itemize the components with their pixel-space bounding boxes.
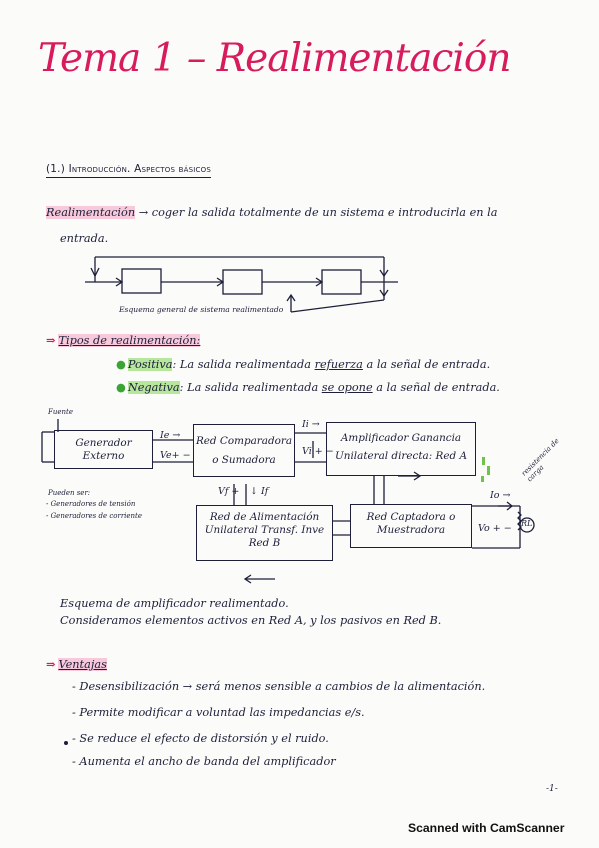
generator-line-1: Generador — [75, 437, 132, 449]
pink-arrow-icon: ⇒ — [46, 657, 56, 671]
amplifier-line-2: Unilateral directa: Red A — [335, 450, 467, 462]
ve-label: Ve+ − — [160, 450, 191, 461]
ie-label: Ie → — [160, 430, 181, 441]
caption-line-1: Esquema de amplificador realimentado. — [60, 597, 289, 610]
advantage-item: - Permite modificar a voluntad las impedancias e/s. — [72, 706, 365, 719]
positive-text-a: : La salida realimentada — [172, 358, 315, 371]
diagram1-block-1 — [122, 269, 161, 293]
amplifier-block — [326, 422, 476, 476]
if-label: ↓ If — [250, 486, 269, 497]
diagram2-green-marks — [481, 457, 490, 482]
generator-line-2: Externo — [82, 450, 125, 462]
generator-block — [54, 430, 153, 469]
diagram1-block-2 — [223, 270, 262, 294]
diagram1-caption: Esquema general de sistema realimentado — [119, 305, 284, 314]
advantage-item: - Se reduce el efecto de distorsión y el ruido. — [72, 732, 329, 745]
green-bullet-icon: ● — [116, 381, 126, 394]
sampler-line-2: Muestradora — [376, 524, 446, 536]
page-number: -1- — [546, 784, 558, 794]
advantages-heading-line — [46, 657, 107, 671]
positive-label: Positiva — [127, 358, 173, 371]
bullet-dot — [64, 741, 68, 745]
vo-label: Vo + − — [478, 523, 512, 534]
section-heading-text: Introducción. Aspectos básicos — [68, 163, 211, 175]
scanner-watermark: Scanned with CamScanner — [408, 821, 565, 835]
comparator-block — [193, 424, 295, 477]
diagram1-block-3 — [322, 270, 361, 294]
feedback-line-3: Red B — [248, 537, 281, 549]
page-title: Tema 1 – Realimentación — [38, 36, 511, 81]
sampler-block — [350, 504, 472, 548]
sources-note-1: Pueden ser: — [48, 489, 91, 497]
ii-label: Ii → — [302, 419, 320, 430]
comparator-line-1: Red Comparadora — [195, 435, 293, 447]
positive-keyword: refuerza — [314, 358, 363, 371]
load-note: resistencia de carga — [520, 436, 561, 484]
type-positive — [116, 358, 490, 371]
feedback-line-1: Red de Alimentación — [209, 511, 320, 523]
types-heading: Tipos de realimentación: — [58, 334, 201, 347]
advantages-heading: Ventajas — [58, 658, 107, 671]
io-label: Io → — [490, 490, 511, 501]
definition-text-1: coger la salida totalmente de un sistema e introducirla en la — [151, 206, 498, 219]
negative-text-b: a la señal de entrada. — [372, 381, 500, 394]
advantage-item: - Aumenta el ancho de banda del amplificador — [72, 755, 336, 768]
advantage-item: - Desensibilización → será menos sensible a cambios de la alimentación. — [72, 680, 486, 693]
positive-text-b: a la señal de entrada. — [362, 358, 491, 371]
sources-note-3: - Generadores de corriente — [46, 512, 143, 520]
feedback-block — [196, 505, 333, 561]
sampler-line-1: Red Captadora o — [366, 511, 456, 523]
section-number: (1.) — [46, 163, 66, 175]
vi-label: Vi + − — [302, 446, 334, 457]
rl-label: RL — [521, 519, 533, 528]
definition-line-2: entrada. — [60, 232, 109, 245]
pink-arrow-icon: ⇒ — [46, 333, 56, 347]
definition-arrow: → — [138, 206, 149, 219]
negative-label: Negativa — [127, 381, 180, 394]
definition-term: Realimentación — [46, 206, 136, 219]
caption-line-2: Consideramos elementos activos en Red A, y los pasivos en Red B. — [60, 614, 442, 627]
negative-keyword: se opone — [321, 381, 373, 394]
type-negative — [116, 381, 500, 394]
vf-label: Vf + — [218, 486, 240, 497]
green-bullet-icon: ● — [116, 358, 126, 371]
negative-text-a: : La salida realimentada — [179, 381, 322, 394]
diagram1-graphics — [85, 257, 398, 312]
comparator-line-2: o Sumadora — [212, 454, 276, 466]
amplifier-line-1: Amplificador Ganancia — [340, 432, 462, 444]
sources-note-2: - Generadores de tensión — [46, 500, 136, 508]
fuente-label: Fuente — [48, 408, 73, 416]
feedback-line-2: Unilateral Transf. Inve — [204, 524, 325, 536]
types-heading-line — [46, 333, 200, 347]
